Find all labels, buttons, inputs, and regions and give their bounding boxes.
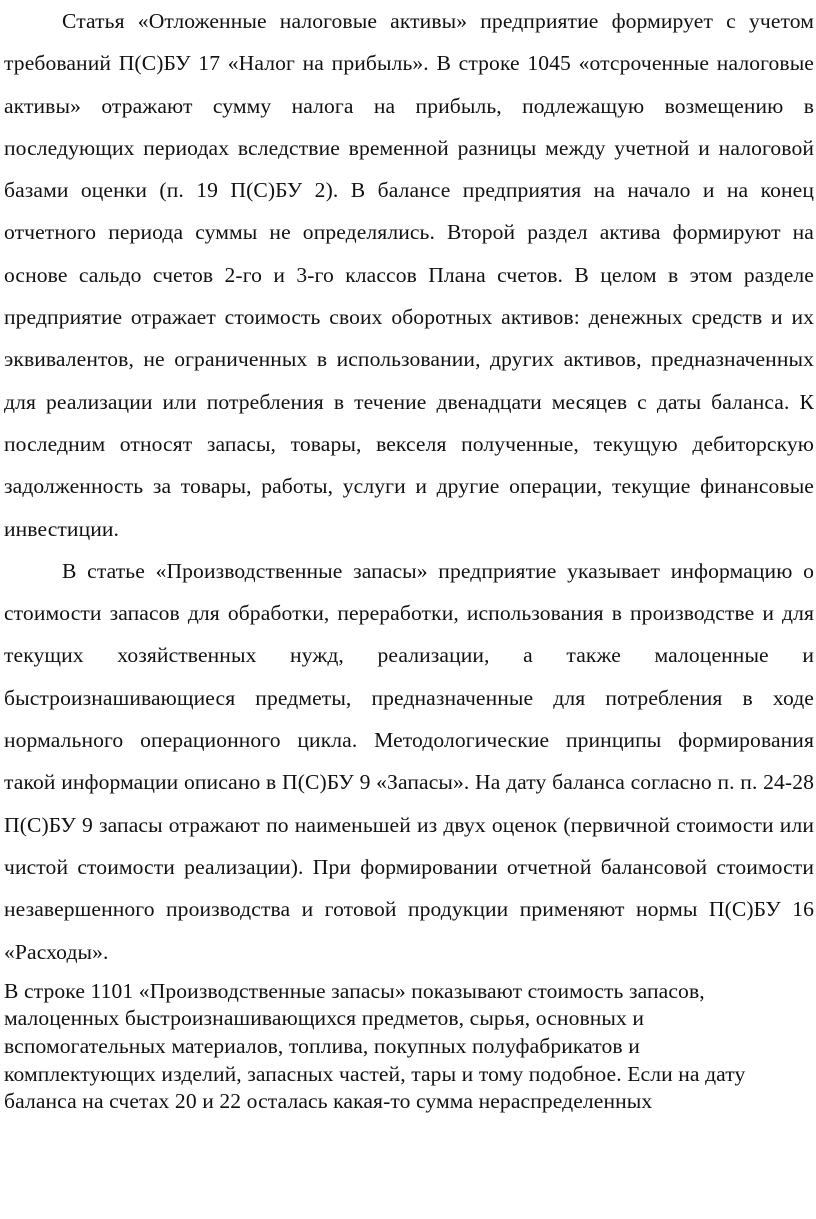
document-page [4,0,814,1219]
paragraph-deferred-tax-assets: Статья «Отложенные налоговые активы» предприятие формирует с учетом требований П(С)БУ 17 «Налог на прибыль». В строке 1045 «отсроченные налоговые активы» отражают сумму налога на прибыль, подлежащую возмещению в последующих периодах вследствие временной разницы между учетной и налоговой базами оценки (п. 19 П(С)БУ 2). В балансе предприятия на начало и на конец отчетного периода суммы не определялись. Второй раздел актива формируют на основе сальдо счетов 2-го и 3-го классов Плана счетов. В целом в этом разделе предприятие отражает стоимость своих оборотных активов: денежных средств и их эквивалентов, не ограниченных в использовании, других активов, предназначенных для реализации или потребления в течение двенадцати месяцев с даты баланса. К последним относят запасы, товары, векселя полученные, текущую дебиторскую задолженность за товары, работы, услуги и другие операции, текущие финансовые инвестиции. [4,9,814,541]
paragraph-production-inventories: В статье «Производственные запасы» предприятие указывает информацию о стоимости запасов для обработки, переработки, использования в производстве и для текущих хозяйственных нужд, реализации, а также малоценные и быстроизнашивающиеся предметы, предназначенные для потребления в ходе нормального операционного цикла. Методологические принципы формирования такой информации описано в П(С)БУ 9 «Запасы». На дату баланса согласно п. п. 24-28 П(С)БУ 9 запасы отражают по наименьшей из двух оценок (первичной стоимости или чистой стоимости реализации). При формировании отчетной балансовой стоимости незавершенного производства и готовой продукции применяют нормы П(С)БУ 16 «Расходы». [4,558,814,964]
paragraph-line-1101: В строке 1101 «Производственные запасы» показывают стоимость запасов, малоценных быстроизнашивающихся предметов, сырья, основных и вспомогательных материалов, топлива, покупных полуфабрикатов и комплектующих изделий, запасных частей, тары и тому подобное. Если на дату баланса на счетах 20 и 22 осталась какая-то сумма нераспределенных [4,978,746,1114]
